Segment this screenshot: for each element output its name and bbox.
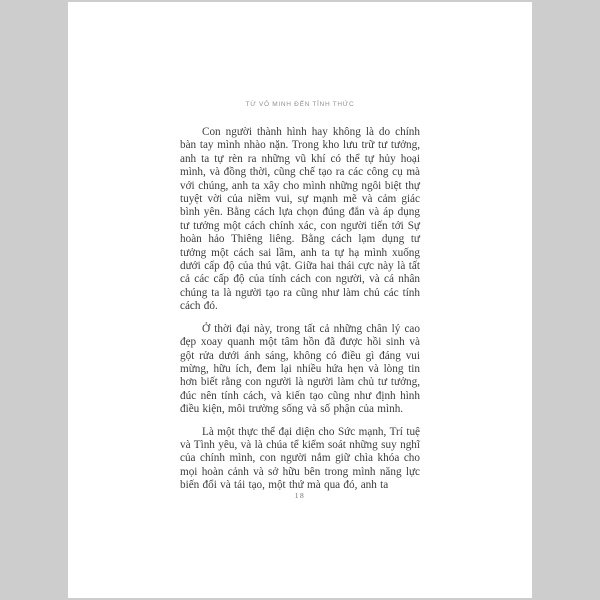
book-page [68,2,532,598]
running-header: TỪ VÔ MINH ĐẾN TỈNH THỨC [245,101,355,108]
paragraph-2: Ở thời đại này, trong tất cả những chân lý cao đẹp xoay quanh một tâm hồn đã được hồi sinh và gột rửa dưới ánh sáng, không có điều gì đáng vui mừng, hữu ích, đem lại nhiều hứa hẹn và lòng tin hơn biết rằng con người là người làm chủ tư tưởng, đúc nên tính cách, và kiến tạo cũng như định hình điều kiện, môi trường sống và số phận của mình. [180,322,420,416]
page-number: 18 [294,491,306,500]
paragraph-3: Là một thực thể đại diện cho Sức mạnh, Trí tuệ và Tình yêu, và là chúa tể kiểm soát những suy nghĩ của chính mình, con người nắm giữ chìa khóa cho mọi hoàn cảnh và sở hữu bên trong mình năng lực biến đổi và tái tạo, một thứ mà qua đó, anh ta [180,425,420,492]
body-text-block [180,126,420,502]
paragraph-1: Con người thành hình hay không là do chính bàn tay mình nhào nặn. Trong kho lưu trữ tư tưởng, anh ta tự rèn ra những vũ khí có thể tự hủy hoại mình, và đồng thời, cũng chế tạo ra các công cụ mà với chúng, anh ta xây cho mình những ngôi biệt thự tuyệt vời của niềm vui, sự mạnh mẽ và cảm giác bình yên. Bằng cách lựa chọn đúng đắn và áp dụng tư tưởng một cách chính xác, con người tiến tới Sự hoàn hảo Thiêng liêng. Bằng cách lạm dụng tư tưởng một cách sai lầm, anh ta tự hạ mình xuống dưới cấp độ của thú vật. Giữa hai thái cực này là tất cả các cấp độ của tính cách con người, và cá nhân chúng ta là người tạo ra cũng như làm chủ các tính cách đó. [180,126,420,313]
